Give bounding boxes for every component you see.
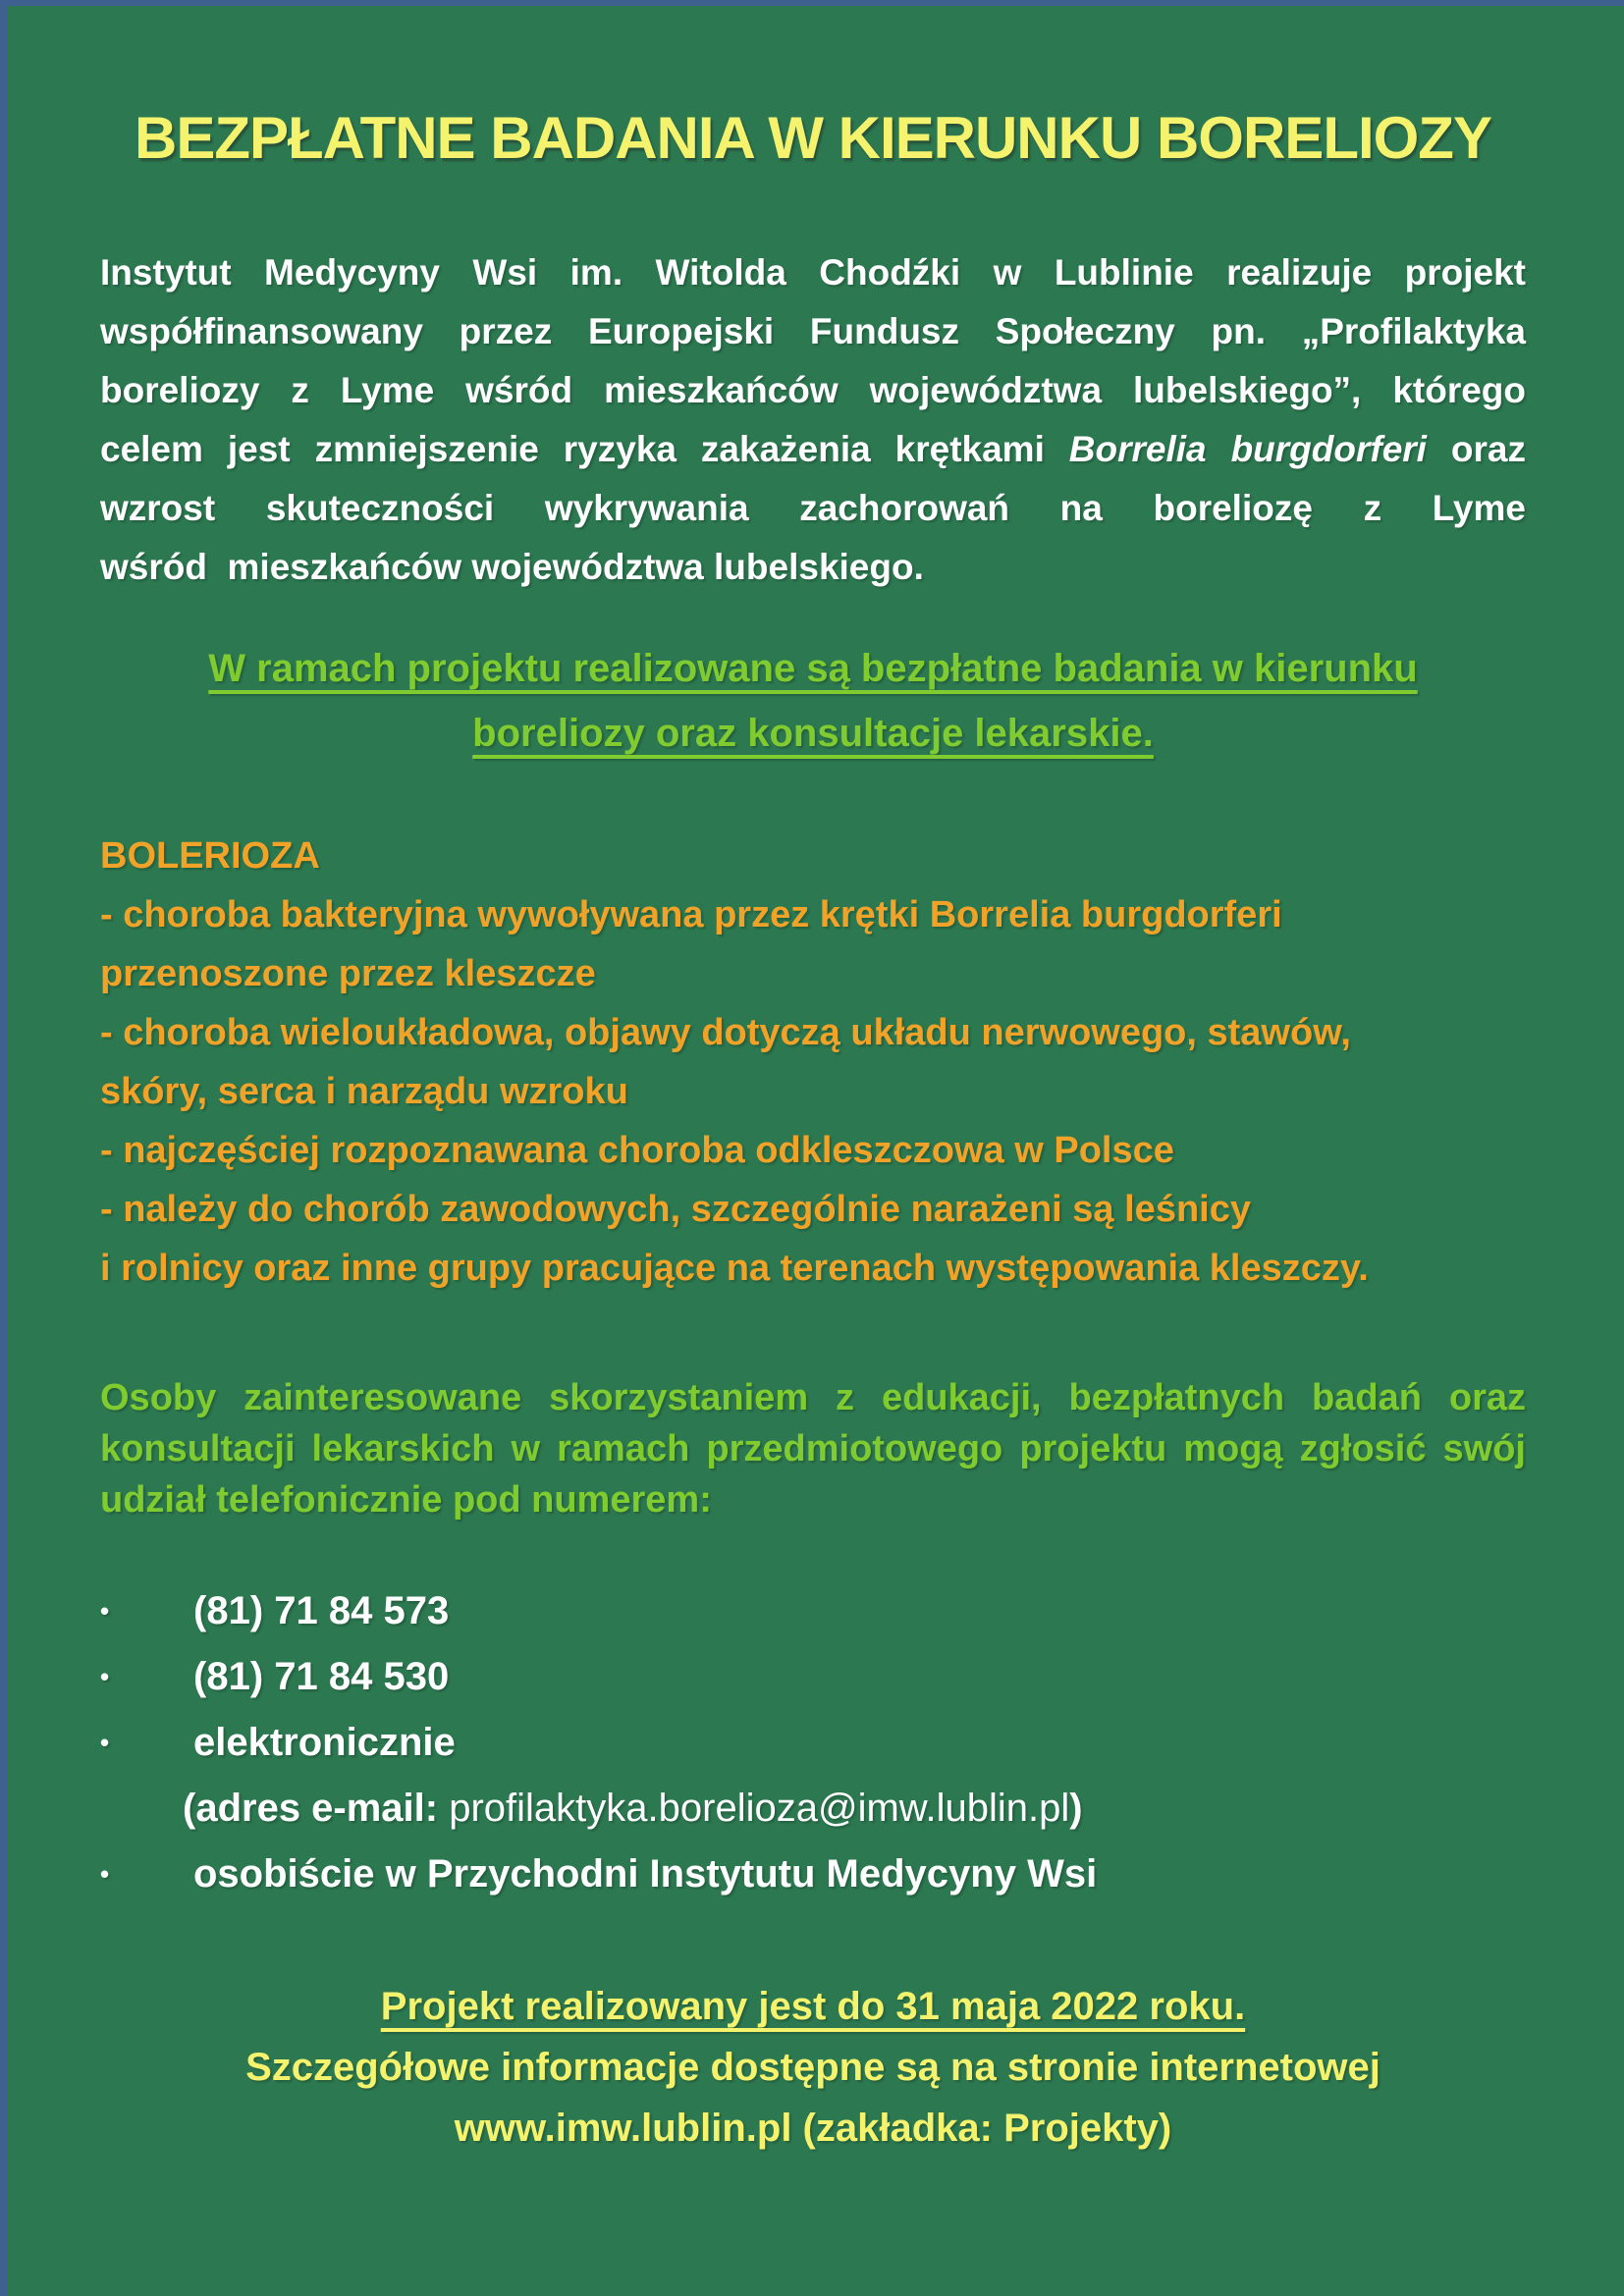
intro-line-4	[100, 420, 1526, 479]
disease-line: przenoszone przez kleszcze	[100, 953, 596, 994]
poster-content	[7, 106, 1624, 2159]
signup-line-1: Osoby zainteresowane skorzystaniem z edukacji, bezpłatnych badań oraz	[100, 1377, 1526, 1418]
highlight-line-2	[100, 701, 1526, 766]
email-close-paren: )	[1069, 1787, 1083, 1830]
intro-line-2: współfinansowany przez Europejski Fundusz Społeczny pn. „Profilaktyka	[100, 311, 1526, 351]
intro-line-3: boreliozy z Lyme wśród mieszkańców województwa lubelskiego”, którego	[100, 370, 1526, 410]
intro-line-6: wśród mieszkańców województwa lubelskiego.	[100, 547, 924, 587]
phone-number-2: (81) 71 84 530	[193, 1655, 450, 1698]
highlight-line-2-text: boreliozy oraz konsultacje lekarskie.	[472, 712, 1154, 755]
email-line	[100, 1776, 1526, 1842]
disease-line: i rolnicy oraz inne grupy pracujące na terenach występowania kleszczy.	[100, 1248, 1369, 1289]
disease-line: - najczęściej rozpoznawana choroba odkleszczowa w Polsce	[100, 1130, 1174, 1171]
intro-line-4-text: celem jest zmniejszenie ryzyka zakażenia krętkami	[100, 429, 1069, 469]
signup-line-3: udział telefonicznie pod numerem:	[100, 1479, 712, 1521]
intro-line-4-tail: oraz	[1426, 429, 1526, 469]
poster-title: BEZPŁATNE BADANIA W KIERUNKU BORELIOZY	[135, 105, 1491, 171]
list-item-phone-2	[100, 1644, 1526, 1710]
email-address: profilaktyka.borelioza@imw.lublin.pl	[449, 1787, 1070, 1830]
highlight-line-1-text: W ramach projektu realizowane są bezpłatne badania w kierunku	[208, 647, 1418, 690]
disease-line: - należy do chorób zawodowych, szczególnie narażeni są leśnicy	[100, 1189, 1251, 1230]
footer-section	[100, 1976, 1526, 2159]
latin-species-name: Borrelia burgdorferi	[1068, 429, 1427, 469]
footer-deadline-line	[100, 1976, 1526, 2037]
intro-line-1: Instytut Medycyny Wsi im. Witolda Chodźki w Lublinie realizuje projekt	[100, 252, 1526, 293]
footer-info-line: Szczegółowe informacje dostępne są na stronie internetowej	[245, 2046, 1380, 2089]
highlight-line-1	[100, 636, 1526, 701]
list-item-phone-1	[100, 1578, 1526, 1644]
bullet-icon: •	[100, 1728, 110, 1757]
in-person-label: osobiście w Przychodni Instytutu Medycyny Wsi	[193, 1852, 1098, 1896]
disease-info-section	[100, 827, 1526, 1298]
contact-list	[100, 1578, 1526, 1907]
highlight-heading	[100, 636, 1526, 766]
disease-heading: BOLERIOZA	[100, 835, 320, 877]
list-item-in-person	[100, 1842, 1526, 1907]
bullet-icon: •	[100, 1859, 110, 1889]
disease-line: - choroba bakteryjna wywoływana przez krętki Borrelia burgdorferi	[100, 894, 1282, 935]
footer-website-line: www.imw.lublin.pl (zakładka: Projekty)	[454, 2107, 1172, 2150]
electronic-label: elektronicznie	[193, 1721, 456, 1764]
bullet-icon: •	[100, 1596, 110, 1626]
signup-paragraph	[100, 1372, 1526, 1525]
footer-deadline-text: Projekt realizowany jest do 31 maja 2022 roku.	[380, 1985, 1246, 2028]
intro-line-5: wzrost skuteczności wykrywania zachorowań na boreliozę z Lyme	[100, 488, 1526, 528]
intro-paragraph	[100, 243, 1526, 597]
list-item-electronic	[100, 1710, 1526, 1776]
disease-line: - choroba wieloukładowa, objawy dotyczą układu nerwowego, stawów,	[100, 1012, 1351, 1053]
phone-number-1: (81) 71 84 573	[193, 1589, 450, 1632]
email-label: (adres e-mail:	[183, 1787, 450, 1830]
bullet-icon: •	[100, 1662, 110, 1691]
disease-line: skóry, serca i narządu wzroku	[100, 1071, 628, 1112]
signup-line-2: konsultacji lekarskich w ramach przedmiotowego projektu mogą zgłosić swój	[100, 1428, 1526, 1469]
